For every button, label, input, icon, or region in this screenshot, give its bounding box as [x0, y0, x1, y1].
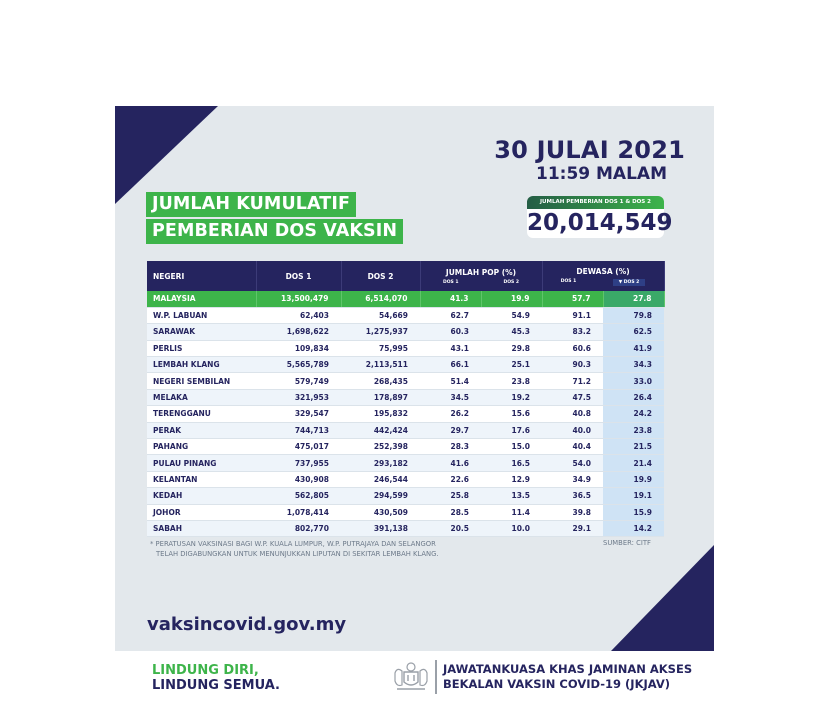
table-row [147, 373, 664, 389]
cell-negeri: TERENGGANU [147, 406, 256, 422]
cell-ad1: 71.2 [542, 373, 603, 389]
cell-pop2: 16.5 [481, 455, 542, 471]
table-row [147, 471, 664, 487]
cell-dos2: 294,599 [341, 488, 420, 504]
footnote-line-2: TELAH DIGABUNGKAN UNTUK MENUNJUKKAN LIPUTAN DI SEKITAR LEMBAH KLANG. [156, 550, 439, 558]
cell-ad1: 90.3 [542, 357, 603, 373]
cell-ad1: 83.2 [542, 324, 603, 340]
cell-ad2: 24.2 [603, 406, 664, 422]
cell-ad1: 47.5 [542, 389, 603, 405]
cell-ad2: 26.4 [603, 389, 664, 405]
cell-negeri: PULAU PINANG [147, 455, 256, 471]
cell-dos2: 268,435 [341, 373, 420, 389]
report-date [494, 136, 685, 184]
pop-sub-dos1: DOS 1 [443, 279, 459, 285]
cell-ad2: 34.3 [603, 357, 664, 373]
cell-dos2: 246,544 [341, 471, 420, 487]
cell-ad2: 41.9 [603, 340, 664, 356]
cell-negeri: LEMBAH KLANG [147, 357, 256, 373]
slogan [152, 663, 280, 693]
cell-pop1: 60.3 [420, 324, 481, 340]
cell-dos1: 579,749 [256, 373, 341, 389]
footnote-line-1: * PERATUSAN VAKSINASI BAGI W.P. KUALA LUMPUR, W.P. PUTRAJAYA DAN SELANGOR [150, 540, 436, 548]
footnote [150, 539, 439, 559]
cell-pop2: 29.8 [481, 340, 542, 356]
cell-negeri: MALAYSIA [147, 291, 256, 307]
table-header-row [147, 261, 664, 291]
cell-ad2: 14.2 [603, 520, 664, 536]
date-label: 30 JULAI 2021 [494, 136, 685, 164]
cell-pop2: 19.9 [481, 291, 542, 307]
table-row [147, 488, 664, 504]
cell-pop2: 25.1 [481, 357, 542, 373]
cell-dos1: 562,805 [256, 488, 341, 504]
cell-ad1: 40.4 [542, 439, 603, 455]
cell-ad1: 91.1 [542, 307, 603, 323]
table-row [147, 357, 664, 373]
cell-ad1: 57.7 [542, 291, 603, 307]
table-row [147, 439, 664, 455]
cell-dos1: 802,770 [256, 520, 341, 536]
cell-dos1: 737,955 [256, 455, 341, 471]
cell-pop1: 41.3 [420, 291, 481, 307]
cell-ad2: 27.8 [603, 291, 664, 307]
cell-pop2: 11.4 [481, 504, 542, 520]
cell-negeri: SABAH [147, 520, 256, 536]
cell-dos1: 109,834 [256, 340, 341, 356]
time-label: 11:59 MALAM [535, 164, 667, 184]
adult-header-label: DEWASA (%) [576, 266, 630, 276]
agency-line-1: JAWATANKUASA KHAS JAMINAN AKSES [443, 662, 693, 676]
cell-negeri: JOHOR [147, 504, 256, 520]
cell-pop1: 22.6 [420, 471, 481, 487]
cell-ad1: 36.5 [542, 488, 603, 504]
table-row [147, 389, 664, 405]
cell-ad2: 19.9 [603, 471, 664, 487]
cell-pop2: 23.8 [481, 373, 542, 389]
title-line-2: PEMBERIAN DOS VAKSIN [146, 219, 403, 244]
cell-pop2: 15.0 [481, 439, 542, 455]
cell-pop2: 54.9 [481, 307, 542, 323]
cell-dos1: 475,017 [256, 439, 341, 455]
total-doses-value: 20,014,549 [527, 210, 673, 236]
cell-dos1: 62,403 [256, 307, 341, 323]
cell-pop2: 17.6 [481, 422, 542, 438]
cell-pop1: 20.5 [420, 520, 481, 536]
cell-pop1: 34.5 [420, 389, 481, 405]
cell-dos2: 1,275,937 [341, 324, 420, 340]
pop-sub-dos2: DOS 2 [503, 279, 519, 285]
cell-pop2: 45.3 [481, 324, 542, 340]
col-header-pop [420, 261, 542, 291]
cell-ad2: 21.4 [603, 455, 664, 471]
cell-negeri: KELANTAN [147, 471, 256, 487]
table-row [147, 455, 664, 471]
cell-pop2: 19.2 [481, 389, 542, 405]
cell-ad1: 29.1 [542, 520, 603, 536]
cell-pop2: 10.0 [481, 520, 542, 536]
table-row [147, 422, 664, 438]
table-row [147, 504, 664, 520]
cell-dos2: 75,995 [341, 340, 420, 356]
vaccination-table [147, 261, 665, 537]
cell-dos1: 13,500,479 [256, 291, 341, 307]
cell-ad1: 40.8 [542, 406, 603, 422]
cell-dos2: 6,514,070 [341, 291, 420, 307]
cell-ad2: 33.0 [603, 373, 664, 389]
cell-dos1: 430,908 [256, 471, 341, 487]
cell-ad1: 60.6 [542, 340, 603, 356]
cell-negeri: SARAWAK [147, 324, 256, 340]
cell-pop1: 62.7 [420, 307, 481, 323]
infographic-card [115, 106, 714, 651]
cell-negeri: PAHANG [147, 439, 256, 455]
table-row [147, 324, 664, 340]
cell-ad1: 39.8 [542, 504, 603, 520]
cell-ad2: 62.5 [603, 324, 664, 340]
cell-negeri: PERAK [147, 422, 256, 438]
cell-pop2: 15.6 [481, 406, 542, 422]
cell-negeri: W.P. LABUAN [147, 307, 256, 323]
col-header-adult [542, 261, 664, 291]
cell-dos1: 329,547 [256, 406, 341, 422]
cell-dos1: 5,565,789 [256, 357, 341, 373]
cell-pop1: 66.1 [420, 357, 481, 373]
cell-dos1: 744,713 [256, 422, 341, 438]
cell-dos2: 391,138 [341, 520, 420, 536]
cell-dos1: 1,698,622 [256, 324, 341, 340]
cell-ad1: 40.0 [542, 422, 603, 438]
adult-sub-dos2-sorted: ▼ DOS 2 [613, 279, 646, 286]
corner-triangle-bottom-right [611, 545, 714, 651]
table-row-national [147, 291, 664, 307]
cell-pop1: 43.1 [420, 340, 481, 356]
cell-dos2: 195,832 [341, 406, 420, 422]
cell-dos2: 178,897 [341, 389, 420, 405]
cell-ad2: 79.8 [603, 307, 664, 323]
cell-pop1: 51.4 [420, 373, 481, 389]
cell-dos2: 293,182 [341, 455, 420, 471]
cell-negeri: NEGERI SEMBILAN [147, 373, 256, 389]
cell-dos2: 54,669 [341, 307, 420, 323]
table-row [147, 340, 664, 356]
adult-sub-dos1: DOS 1 [560, 278, 577, 284]
cell-dos2: 252,398 [341, 439, 420, 455]
agency-line-2: BEKALAN VAKSIN COVID-19 (JKJAV) [443, 677, 671, 691]
cell-pop1: 29.7 [420, 422, 481, 438]
cell-ad2: 19.1 [603, 488, 664, 504]
cell-pop1: 28.3 [420, 439, 481, 455]
cell-pop1: 28.5 [420, 504, 481, 520]
divider [435, 660, 437, 694]
cell-ad1: 54.0 [542, 455, 603, 471]
cell-negeri: MELAKA [147, 389, 256, 405]
agency-block [391, 660, 692, 694]
cell-negeri: KEDAH [147, 488, 256, 504]
cell-ad2: 15.9 [603, 504, 664, 520]
col-header-dos2: DOS 2 [341, 261, 420, 291]
cell-pop1: 41.6 [420, 455, 481, 471]
total-doses-label: JUMLAH PEMBERIAN DOS 1 & DOS 2 [527, 196, 664, 209]
corner-triangle-top-left [115, 106, 218, 204]
malaysia-coat-of-arms-icon [391, 661, 431, 693]
page-title [146, 192, 403, 246]
cell-dos2: 430,509 [341, 504, 420, 520]
total-doses-box [527, 196, 673, 238]
cell-ad1: 34.9 [542, 471, 603, 487]
table-row [147, 307, 664, 323]
table-row [147, 406, 664, 422]
cell-pop1: 26.2 [420, 406, 481, 422]
cell-dos1: 321,953 [256, 389, 341, 405]
col-header-negeri: NEGERI [147, 261, 256, 291]
cell-pop1: 25.8 [420, 488, 481, 504]
cell-dos2: 442,424 [341, 422, 420, 438]
table-row [147, 520, 664, 536]
source-label: SUMBER: CITF [603, 539, 651, 547]
cell-dos2: 2,113,511 [341, 357, 420, 373]
cell-pop2: 13.5 [481, 488, 542, 504]
cell-ad2: 21.5 [603, 439, 664, 455]
col-header-dos1: DOS 1 [256, 261, 341, 291]
cell-negeri: PERLIS [147, 340, 256, 356]
pop-header-label: JUMLAH POP (%) [445, 267, 517, 277]
slogan-line-2: LINDUNG SEMUA. [152, 678, 281, 693]
cell-pop2: 12.9 [481, 471, 542, 487]
title-line-1: JUMLAH KUMULATIF [146, 192, 356, 217]
cell-dos1: 1,078,414 [256, 504, 341, 520]
cell-ad2: 23.8 [603, 422, 664, 438]
slogan-line-1: LINDUNG DIRI, [152, 663, 259, 678]
website-link[interactable]: vaksincovid.gov.my [147, 614, 347, 635]
